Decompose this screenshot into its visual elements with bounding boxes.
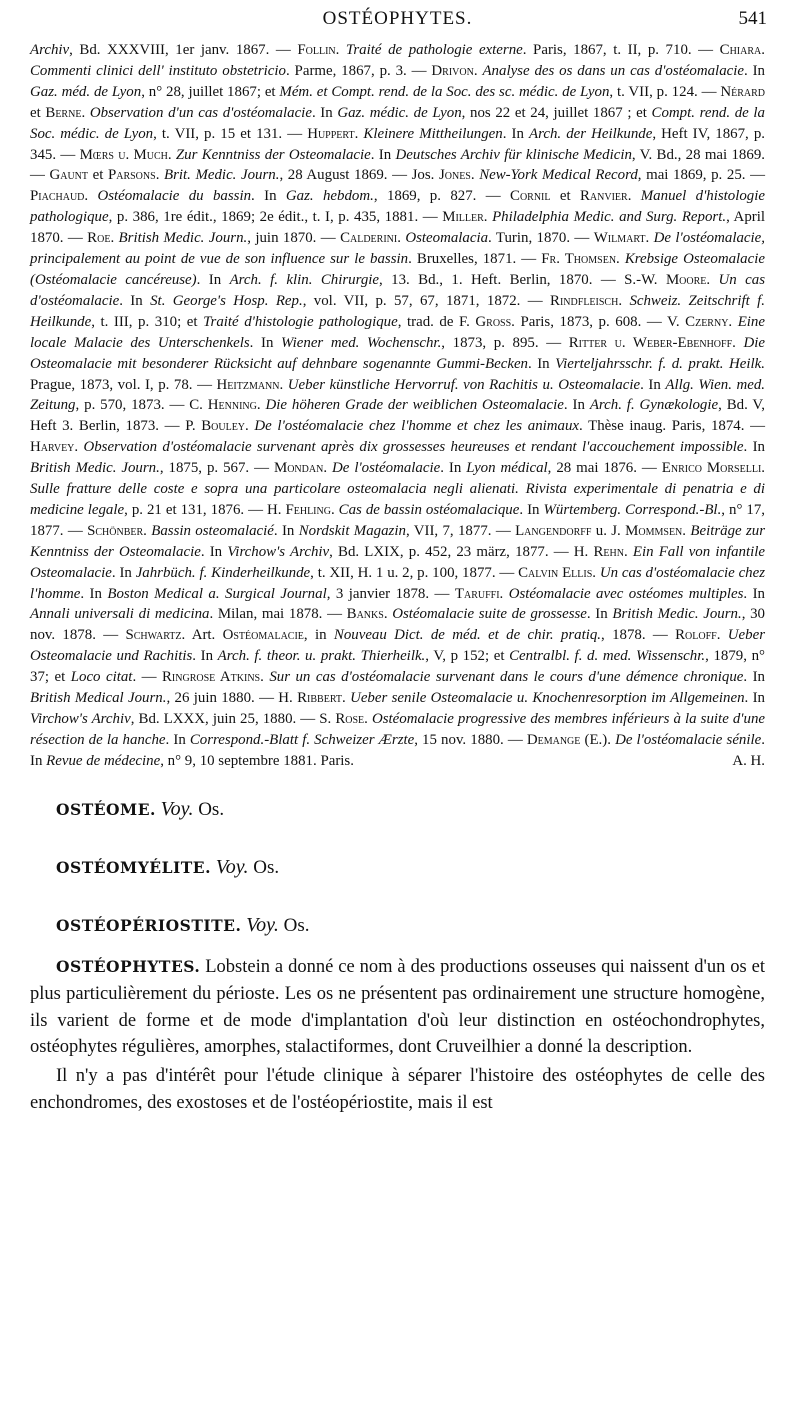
citation-text: et	[550, 188, 580, 205]
citation-title: Gaz. méd. de Lyon	[30, 83, 142, 100]
author-name: Rehn	[593, 543, 624, 560]
citation-text: , vol. VII, p. 57, 67, 1871, 1872. —	[302, 292, 551, 309]
citation-text: . In	[586, 606, 613, 623]
citation-text: , V, p 152; et	[425, 648, 510, 665]
citation-text: , 13. Bd., 1. Heft. Berlin, 1870. — S.-W.	[379, 271, 666, 288]
citation-title: Philadelphia Medic. and Surg. Report.	[492, 209, 727, 226]
author-name: Nérard	[720, 83, 765, 100]
citation-title: Sur un cas d'ostéomalacie survenant dans le cours d'une démence chronique	[269, 669, 744, 686]
bibliography	[30, 40, 765, 772]
author-name: Mœrs u. Much	[79, 146, 168, 163]
see-label: Voy.	[160, 797, 194, 820]
author-name: Piachaud	[30, 188, 85, 205]
citation-text: , p. 21 et 131, 1876. — H.	[124, 501, 286, 518]
citation-text: .	[616, 251, 625, 268]
citation-title: Arch. f. klin. Chirurgie	[229, 271, 380, 288]
author-name: Chiara	[719, 42, 762, 58]
author-name: Enrico Morselli	[661, 460, 762, 477]
citation-text: .	[74, 439, 84, 456]
citation-title: British Medic. Journ.	[118, 230, 248, 247]
author-name: Fehling	[285, 501, 331, 518]
citation-text: , 26 juin 1880. — H.	[166, 690, 298, 707]
author-name: Roloff	[675, 627, 717, 644]
citation-text: .	[761, 460, 766, 477]
citation-text: .	[335, 42, 346, 58]
citation-text: , 3 janvier 1878. —	[326, 585, 455, 602]
citation-title: Beiträge zur Kenntniss der Osteomalacie	[30, 522, 766, 560]
citation-text: et	[30, 104, 46, 121]
citation-title: De l'ostéomalacie chez l'homme et chez les animaux	[254, 418, 580, 435]
citation-text: .	[627, 188, 641, 205]
citation-text: . In	[119, 292, 151, 309]
citation-text: . In	[192, 648, 218, 665]
citation-text: et	[88, 167, 108, 184]
citation-text: . Turin, 1870. —	[488, 230, 594, 247]
citation-text: .	[167, 146, 176, 163]
citation-title: Mém. et Compt. rend. de la Soc. des sc. médic. de Lyon	[279, 83, 610, 100]
citation-title: St. George's Hosp. Rep.	[150, 292, 303, 309]
citation-text: , n° 28, juillet 1867; et	[141, 83, 280, 100]
citation-text: u. J.	[591, 522, 626, 539]
citation-title: Sulle fratture delle coste e sopra una particolare osteomalacia negli alienati. Rivista experimentale di penatria e di medicine legale	[30, 481, 765, 518]
see-label: Voy.	[215, 855, 249, 878]
author-name: Ranvier	[579, 188, 628, 205]
citation-text: .	[618, 292, 630, 309]
citation-text: .	[473, 62, 483, 79]
citation-text: , t. III, p. 310; et	[91, 313, 204, 330]
citation-title: New-York Medical Record	[479, 167, 638, 184]
citation-title: Lyon médical	[466, 460, 548, 477]
see-ref: Os.	[283, 914, 310, 936]
citation-text: .	[110, 230, 119, 247]
citation-title: Un cas d'ostéomalacie	[30, 271, 766, 309]
citation-title: Virchow's Archiv	[30, 711, 131, 727]
citation-text: , 1873, p. 895. —	[441, 334, 569, 351]
citation-text: , p. 386, 1re édit., 1869; 2e édit., t. I, p. 435, 1881. —	[108, 209, 443, 226]
author-name: Schönber	[87, 522, 144, 539]
citation-text: .	[397, 230, 406, 247]
citation-title: Brit. Medic. Journ.	[164, 167, 280, 184]
citation-text: , 28 mai 1876. —	[547, 460, 662, 477]
author-name: Gaunt	[49, 167, 89, 184]
citation-text: .	[706, 271, 719, 288]
citation-text: . In	[744, 62, 766, 79]
citation-text: . Art.	[181, 627, 223, 644]
paragraph-text: Lobstein a donné ce nom à des productions osseuses qui naissent d'un os et plus particulièrement du périoste. Les os ne présentent pas ordinairement une structure homogène, ils varient de forme et de mode d'implantation d'où leur distinction en ostéochondrophytes, ostéophytes régulières, amorphes, stalactiformes, dont Cruveilhier a donné la description.	[30, 956, 766, 1058]
citation-text: .	[645, 230, 654, 247]
citation-text: , Heft IV, 1867, p. 345. —	[30, 125, 766, 163]
citation-text: .	[716, 627, 728, 644]
citation-text: .	[84, 188, 98, 205]
citation-title: British Medic. Journ.	[612, 606, 742, 623]
citation-text: .	[245, 418, 255, 435]
citation-title: Arch. f. Gynækologie	[589, 397, 719, 414]
entry-term: OSTÉOMYÉLITE.	[56, 857, 211, 877]
citation-title: Ueber künstliche Hervorruf. von Rachitis u. Osteomalacie	[287, 376, 641, 393]
citation-title: Gaz. médic. de Lyon	[337, 104, 462, 121]
citation-text: , Bd. V, Heft 3. Berlin, 1873. — P.	[30, 397, 765, 435]
citation-text: . In	[200, 543, 228, 560]
citation-text: , VII, 7, 1877. —	[405, 522, 516, 539]
citation-text: , April 1870. —	[30, 209, 765, 247]
citation-text: Prague, 1873, vol. I, p. 78. —	[30, 376, 217, 393]
citation-text: , t. XII, H. 1 u. 2, p. 100, 1877. —	[310, 564, 519, 581]
citation-text: .	[279, 376, 288, 393]
author-name: Jones	[438, 167, 471, 184]
citation-text: .	[81, 104, 90, 121]
author-name: Langendorff	[515, 522, 592, 539]
see-label: Voy.	[246, 913, 279, 936]
author-name: Ribbert	[297, 690, 342, 707]
entry-osteomyelite	[56, 838, 765, 896]
citation-text: . In	[30, 731, 765, 769]
citation-text: . In	[563, 397, 590, 414]
citation-title: Allg. Wien. med. Zeitung	[30, 376, 766, 414]
author-name: Czerny	[685, 313, 729, 330]
citation-text: . In	[528, 355, 556, 372]
citation-title: British Medic. Journ.	[30, 460, 160, 477]
citation-text: , t. VII, p. 124. —	[609, 83, 721, 100]
author-name: Mommsen	[625, 522, 683, 539]
page	[30, 0, 765, 1117]
citation-title: Ueber Osteomalacie und Rachitis	[30, 627, 765, 665]
citation-text: .	[256, 397, 266, 414]
citation-text: , 1879, n° 37; et	[30, 648, 765, 686]
citation-title: Archiv	[30, 42, 70, 58]
see-ref: Os.	[198, 798, 225, 820]
citation-title: Correspond.-Blatt f. Schweizer Ærzte	[189, 731, 415, 748]
author-name: Miller	[442, 209, 484, 226]
citation-title: Arch. der Heilkunde	[529, 125, 653, 142]
citation-text: .	[499, 585, 509, 602]
author-name: Bouley	[201, 418, 246, 435]
citation-text: . —	[132, 669, 162, 686]
citation-text: , 30 nov. 1878. —	[30, 606, 766, 644]
citation-text: , V. Bd., 28 mai 1869. —	[30, 146, 765, 184]
article-paragraph-2	[30, 1063, 765, 1117]
citation-title: Analyse des os dans un cas d'ostéomalacie	[482, 62, 744, 79]
citation-text: . In	[744, 690, 765, 707]
author-name: Calvin Ellis	[518, 564, 593, 581]
signature: A. H.	[732, 752, 765, 769]
author-name: Taruffi	[454, 585, 500, 602]
citation-title: Jahrbüch. f. Kinderheilkunde	[135, 564, 311, 581]
author-name: Heitzmann	[216, 376, 280, 393]
citation-text: .	[383, 606, 393, 623]
citation-text: . In	[440, 460, 467, 477]
citation-text: .	[155, 167, 164, 184]
citation-title: Wiener med. Wochenschr.	[281, 334, 442, 351]
citation-text: . In	[743, 669, 765, 686]
citation-text: , nos 22 et 24, juillet 1867 ; et	[461, 104, 652, 121]
author-name: Rindfleisch	[550, 292, 619, 309]
paragraph-text: Il n'y a pas d'intérêt pour l'étude clinique à séparer l'histoire des ostéophytes de celle des enchondromes, des exostoses et de l'ostéopériostite, mais il est	[30, 1066, 765, 1114]
citation-title: Die höheren Grade der weiblichen Osteomalacie	[265, 397, 564, 414]
author-name: Parsons	[107, 167, 156, 184]
article-paragraph-1	[30, 954, 765, 1062]
author-name: Fr. Thomsen	[541, 251, 617, 268]
citation-title: Ueber senile Osteomalacie u. Knochenresorption im Allgemeinen	[350, 690, 745, 707]
citation-title: Annali universali di medicina	[30, 606, 210, 623]
citation-text: , n° 17, 1877. —	[30, 501, 765, 539]
citation-title: Ostéomalacie suite de grossesse	[392, 606, 587, 623]
citation-text: .	[483, 209, 493, 226]
citation-text: . In	[502, 125, 530, 142]
citation-title: Osteomalacia	[405, 230, 489, 247]
running-head	[30, 0, 765, 40]
entry-term: OSTÉOME.	[56, 799, 156, 819]
citation-text: , 1878. —	[601, 627, 676, 644]
author-name: Wilmart	[593, 230, 646, 247]
citation-title: Nouveau Dict. de méd. et de chir. pratiq.	[333, 627, 602, 644]
citation-title: Zur Kenntniss der Osteomalacie	[175, 146, 371, 163]
citation-text: , Bd. XXXVIII, 1er janv. 1867. —	[69, 42, 298, 58]
citation-text: .	[623, 543, 633, 560]
citation-title: Traité d'histologie pathologique	[203, 313, 398, 330]
author-name: Demange	[526, 731, 581, 748]
citation-text: . In	[273, 522, 299, 539]
citation-title: Gaz. hebdom.	[285, 188, 374, 205]
author-name: Ritter u. Weber-Ebenhoff	[568, 334, 733, 351]
citation-text: . Parme, 1867, p. 3. —	[285, 62, 432, 79]
citation-text: .	[682, 522, 691, 539]
citation-title: Traité de pathologie externe	[345, 42, 523, 58]
author-name: Berne	[45, 104, 82, 121]
citation-text: . In	[640, 376, 666, 393]
citation-text: .	[732, 334, 744, 351]
citation-text: , t. VII, p. 15 et 131. —	[153, 125, 308, 142]
citation-title: Arch. f. theor. u. prakt. Thierheilk.	[217, 648, 426, 665]
citation-title: Un cas d'ostéomalacie chez l'homme	[30, 564, 766, 602]
citation-title: Ein Fall von infantile Osteomalacie	[30, 543, 766, 581]
citation-text: .	[354, 125, 364, 142]
citation-text: . Milan, mai 1878. —	[209, 606, 347, 623]
citation-text: , Bd. LXXX, juin 25, 1880. — S.	[130, 711, 336, 727]
citation-title: Ostéomalacie du bassin	[97, 188, 252, 205]
author-name: Calderini	[340, 230, 398, 247]
author-name: Mondan	[273, 460, 324, 477]
citation-text: .	[728, 313, 738, 330]
author-name: Rose	[335, 711, 365, 727]
citation-text: , 28 August 1869. — Jos.	[279, 167, 439, 184]
author-name: Schwartz	[125, 627, 182, 644]
author-name: Drivon	[431, 62, 474, 79]
author-name: Henning	[207, 397, 257, 414]
citation-text: . In	[249, 334, 282, 351]
author-name: Gross	[475, 313, 512, 330]
author-name: Follin	[297, 42, 336, 58]
citation-text: . In	[111, 564, 136, 581]
citation-text: .	[592, 564, 600, 581]
citation-text: .	[143, 522, 152, 539]
citation-text: , Bd. LXIX, p. 452, 23 märz, 1877. — H.	[329, 543, 594, 560]
citation-title: Krebsige Osteomalacie (Ostéomalacie cancéreuse)	[30, 251, 765, 288]
citation-title: Bassin osteomalacié	[151, 522, 274, 539]
citation-text: .	[323, 460, 332, 477]
citation-title: British Medical Journ.	[30, 690, 167, 707]
citation-title: De l'ostéomalacie	[332, 460, 441, 477]
author-name: Roe	[87, 230, 111, 247]
citation-text: . In	[165, 731, 190, 748]
citation-text: , 1869, p. 827. —	[373, 188, 511, 205]
citation-text: , 15 nov. 1880. —	[414, 731, 527, 748]
citation-text: . In	[519, 501, 544, 518]
citation-text: .	[342, 690, 351, 707]
citation-text: , mai 1869, p. 25. —	[637, 167, 765, 184]
article-term: OSTÉOPHYTES.	[56, 956, 201, 976]
citation-title: Compt. rend. de la Soc. médic. de Lyon	[30, 104, 765, 142]
citation-title: Ostéomalacie avec ostéomes multiples	[508, 585, 744, 602]
citation-text: , juin 1870. —	[247, 230, 341, 247]
citation-title: Virchow's Archiv	[227, 543, 330, 560]
citation-text: . Thèse inaug. Paris, 1874. —	[579, 418, 765, 435]
author-name: Ringrose Atkins	[162, 669, 261, 686]
citation-title: Loco citat	[70, 669, 133, 686]
citation-text: , 1875, p. 567. —	[159, 460, 274, 477]
citation-text: . Bruxelles, 1871. —	[408, 251, 542, 268]
citation-text: . In	[743, 439, 765, 456]
citation-title: Observation d'ostéomalacie survenant après dix grossesses heureuses et rendant l'accouchement impossible	[83, 439, 744, 456]
citation-title: Kleinere Mittheilungen	[363, 125, 503, 142]
author-name: Banks	[346, 606, 384, 623]
author-name: Ostéomalacie	[222, 627, 304, 644]
citation-text: . In	[370, 146, 396, 163]
author-name: Moore	[665, 271, 707, 288]
running-title: OSTÉOPHYTES.	[322, 8, 473, 29]
citation-text: . In	[743, 585, 765, 602]
citation-text: . Paris, 1867, t. II, p. 710. —	[522, 42, 720, 58]
citation-title: Commenti clinici dell' instituto obstetricio	[30, 62, 286, 79]
citation-title: Cas de bassin ostéomalacique	[338, 501, 520, 518]
citation-title: Boston Medical a. Surgical Journal	[107, 585, 327, 602]
citation-text: . In	[80, 585, 108, 602]
author-name: Harvey	[30, 439, 75, 456]
citation-title: Vierteljahrsschr. f. d. prakt. Heilk.	[555, 355, 765, 372]
citation-title: Manuel d'histologie pathologique	[30, 188, 765, 226]
citation-text: , trad. de F.	[397, 313, 476, 330]
citation-text: (E.).	[580, 731, 616, 748]
citation-title: Deutsches Archiv für klinische Medicin	[395, 146, 632, 163]
author-name: Huppert	[307, 125, 355, 142]
entry-term: OSTÉOPÉRIOSTITE.	[56, 915, 242, 935]
citation-text: . In	[196, 271, 230, 288]
citation-text: .	[470, 167, 480, 184]
citation-title: Eine locale Malacie des Unterschenkels	[30, 313, 765, 351]
citation-title: Nordskit Magazin	[298, 522, 406, 539]
citation-title: Würtemberg. Correspond.-Bl.	[543, 501, 722, 518]
entry-osteoperiostite	[56, 896, 765, 954]
see-ref: Os.	[253, 856, 280, 878]
citation-text: , in	[303, 627, 334, 644]
page-number: 541	[738, 8, 767, 29]
citation-text: .	[761, 42, 765, 58]
citation-text: . Paris, 1873, p. 608. — V.	[511, 313, 686, 330]
citation-title: Die Osteomalacie mit besonderer Rücksicht auf dehnbare sogenannte Gummi-Becken	[30, 334, 765, 372]
citation-text: , n° 9, 10 septembre 1881. Paris.	[160, 752, 354, 769]
citation-text: . In	[251, 188, 286, 205]
citation-title: Centralbl. f. d. med. Wissenschr.	[509, 648, 706, 665]
citation-text: .	[330, 501, 339, 518]
entry-osteome	[56, 780, 765, 838]
citation-text: .	[364, 711, 372, 727]
citation-text: , p. 570, 1873. — C.	[75, 397, 208, 414]
citation-title: Schweiz. Zeitschrift f. Heilkunde	[30, 292, 765, 330]
citation-text: .	[260, 669, 270, 686]
citation-title: Revue de médecine	[46, 752, 161, 769]
citation-title: De l'ostéomalacie, principalement au point de vue de son influence sur le bassin	[30, 230, 765, 268]
citation-title: Ostéomalacie progressive des membres inférieurs à la suite d'une résection de la hanche	[30, 711, 765, 748]
citation-title: Observation d'un cas d'ostéomalacie	[89, 104, 312, 121]
citation-text: . In	[311, 104, 338, 121]
author-name: Cornil	[510, 188, 551, 205]
citation-title: De l'ostéomalacie sénile	[615, 731, 762, 748]
